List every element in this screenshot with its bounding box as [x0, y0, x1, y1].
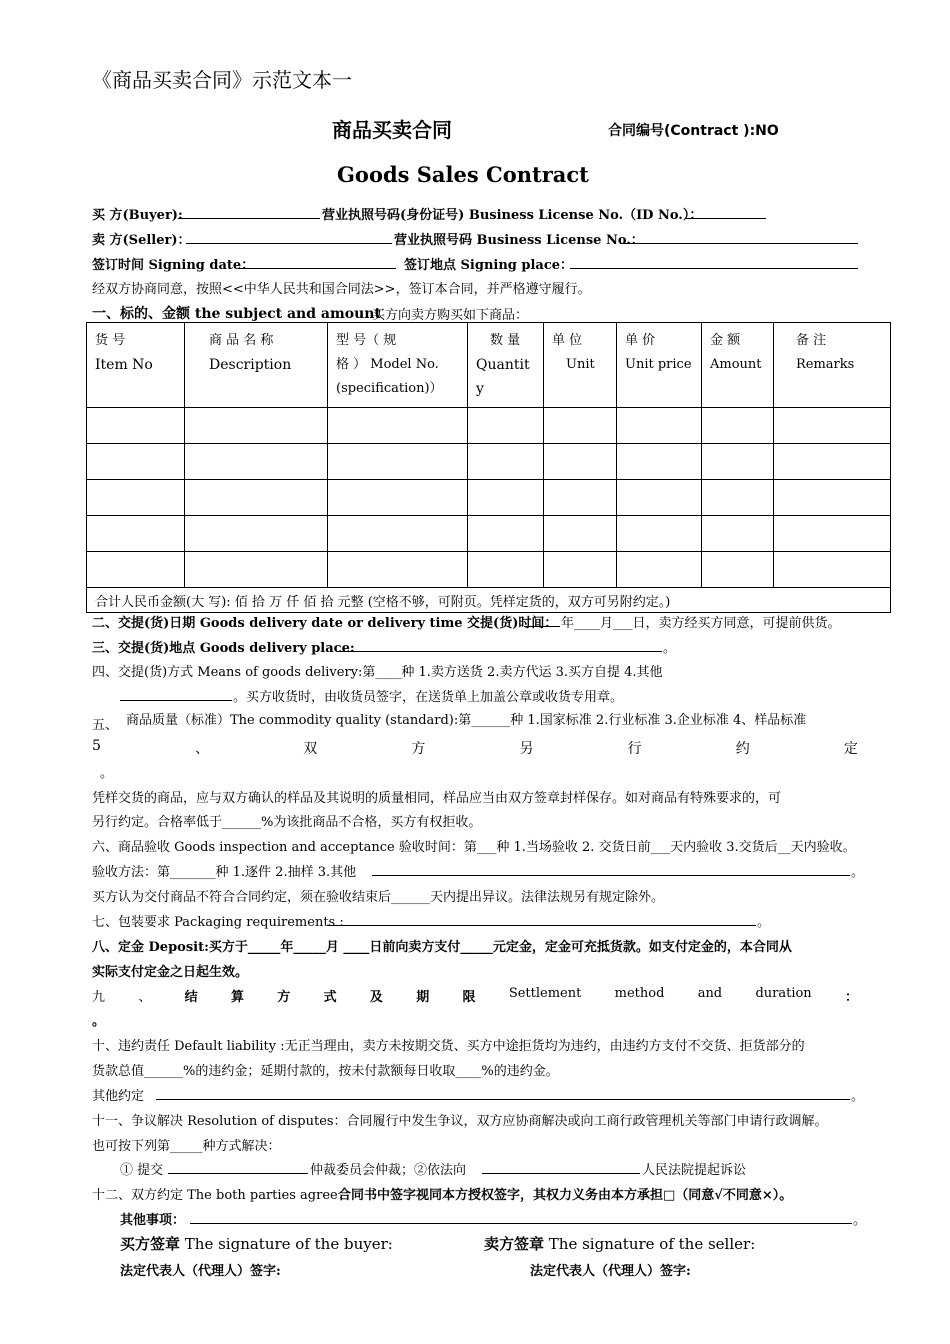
header-remarks: 备 注 Remarks: [774, 323, 891, 408]
header-amount: 金 额 Amount: [702, 323, 774, 408]
section-5-label: 商品质量（标准）The commodity quality (standard):第______种 1.国家标准 2.行业标准 3.企业标准 4、样品标准: [126, 713, 807, 728]
header-unit: 单 位 Unit: [544, 323, 617, 408]
table-row: [87, 444, 891, 480]
section-9-spread: 九 、 结 算 方 式 及 期 限 Settlement method and duration ：: [92, 986, 858, 1005]
section-11-label: 十一、争议解决 Resolution of disputes：合同履行中发生争议，双方应协商解决或向工商行政管理机关等部门申请行政调解。: [92, 1114, 828, 1129]
table-total-row: [87, 588, 891, 613]
section-1-note: 买方向卖方购买如下商品：: [372, 308, 529, 323]
other-matters-label: 其他事项：: [120, 1213, 186, 1228]
table-row: [87, 516, 891, 552]
seller-name-field[interactable]: [186, 231, 392, 244]
table-row: [87, 552, 891, 588]
section-4-label: 四、交提(货)方式 Means of goods delivery:第____种 1.卖方送货 2.卖方代运 3.买方自提 4.其他: [92, 665, 663, 680]
seller-signature-label[interactable]: 卖方签章 The signature of the seller:: [484, 1235, 756, 1253]
buyer-signature-label[interactable]: 买方签章 The signature of the buyer:: [120, 1235, 393, 1253]
section-5-number: 五、: [92, 718, 119, 733]
packaging-field[interactable]: [328, 913, 756, 926]
section-10-penalty: 货款总值______%的违约金；延期付款的，按未付款额每日收取____%的违约金。: [92, 1064, 559, 1079]
header-description: 商 品 名 称 Description: [185, 323, 328, 408]
court-field[interactable]: [482, 1161, 640, 1174]
section-6-label: 六、商品验收 Goods inspection and acceptance 验收时间：第___种 1.当场验收 2. 交货日前___天内验收 3.交货后__天内验收。: [92, 840, 856, 855]
table-header-row: [87, 323, 891, 408]
section-8-label: 八、定金 Deposit:买方于_____年_____月 ____日前向卖方支付_____元定金，定金可充抵货款。如支付定金的，本合同从: [92, 940, 792, 955]
delivery-other-field[interactable]: [120, 688, 232, 701]
document-title: 《商品买卖合同》示范文本一: [92, 68, 352, 92]
delivery-place-field[interactable]: [338, 639, 662, 652]
section-6-objection: 买方认为交付商品不符合合同约定，须在验收结束后______天内提出异议。法律法规另有规定除外。: [92, 890, 665, 905]
contract-intro: 经双方协商同意，按照<<中华人民共和国合同法>>，签订本合同，并严格遵守履行。: [92, 282, 591, 297]
contract-number: 合同编号(Contract ):NO: [608, 123, 779, 139]
section-10-label: 十、违约责任 Default liability :无正当理由，卖方未按期交货、买方中途拒货均为违约，由违约方支付不交货、拒货部分的: [92, 1039, 805, 1054]
buyer-label: 买 方(Buyer):: [92, 208, 183, 223]
section-7-label: 七、包装要求 Packaging requirements :: [92, 915, 344, 930]
table-row: [87, 408, 891, 444]
section-2-tail: 年____月___日，卖方经买方同意，可提前供货。: [561, 616, 841, 631]
section-6-method: 验收方法：第_______种 1.逐件 2.抽样 3.其他: [92, 865, 357, 880]
section-5-dot: 。: [100, 766, 114, 781]
section-5-spread: 5 、 双 方 另 行 约 定: [92, 738, 858, 757]
header-model: 型 号（ 规 格 ） Model No. (specification)）: [328, 323, 468, 408]
section-11-method: 也可按下列第_____种方式解决：: [92, 1139, 281, 1154]
section-11-court-tail: 人民法院提起诉讼: [642, 1163, 747, 1178]
delivery-year-field[interactable]: [524, 614, 560, 627]
signing-place-label: 签订地点 Signing place：: [404, 258, 574, 273]
seller-license-label: 营业执照号码 Business License No.：: [394, 233, 644, 248]
contract-title-en: Goods Sales Contract: [337, 162, 589, 187]
section-9-dot: 。: [92, 1014, 106, 1029]
contract-title-cn: 商品买卖合同: [332, 118, 452, 142]
section-5-pass-rate: 另行约定。合格率低于______%为该批商品不合格，买方有权拒收。: [92, 815, 482, 830]
section-2-label: 二、交提(货)日期 Goods delivery date or delivery time 交提(货)时间：: [92, 616, 558, 631]
section-12-text: 合同书中签字视同本方授权签字，其权力义务由本方承担□（同意√不同意×）。: [338, 1188, 793, 1203]
section-4-note: 。买方收货时，由收货员签字，在送货单上加盖公章或收货专用章。: [233, 690, 624, 705]
seller-label: 卖 方(Seller)：: [92, 233, 191, 248]
other-matters-field[interactable]: [190, 1211, 852, 1224]
seller-license-field[interactable]: [620, 231, 858, 244]
header-quantity: 数 量 Quantit y: [468, 323, 544, 408]
table-row: [87, 480, 891, 516]
section-5-sample: 凭样交货的商品，应与双方确认的样品及其说明的质量相同，样品应当由双方签章封样保存。如对商品有特殊要求的，可: [92, 791, 782, 806]
section-12-label: 十二、双方约定 The both parties agree：: [92, 1188, 351, 1203]
other-agreement-field[interactable]: [156, 1087, 850, 1100]
signing-date-field[interactable]: [238, 256, 396, 269]
goods-table: [86, 322, 891, 613]
section-11-court-label: 仲裁委员会仲裁；②依法向: [310, 1163, 467, 1178]
section-11-arbitration-label: ① 提交: [120, 1163, 164, 1178]
section-3-end: 。: [663, 641, 677, 656]
header-item-no: 货 号 Item No: [87, 323, 185, 408]
section-8-effective: 实际支付定金之日起生效。: [92, 965, 249, 980]
section-1-heading: 一、标的、金额 the subject and amount: [92, 306, 381, 322]
section-3-label: 三、交提(货)地点 Goods delivery place:: [92, 641, 355, 656]
buyer-representative-label: 法定代表人（代理人）签字:: [120, 1264, 281, 1279]
header-unit-price: 单 价 Unit price: [617, 323, 702, 408]
inspection-other-field[interactable]: [372, 863, 850, 876]
arbitration-committee-field[interactable]: [168, 1161, 308, 1174]
buyer-name-field[interactable]: [178, 206, 320, 219]
buyer-license-label: 营业执照号码(身份证号) Business License No.（ID No.）：: [322, 208, 703, 223]
signing-date-label: 签订时间 Signing date：: [92, 258, 255, 273]
signing-place-field[interactable]: [570, 256, 858, 269]
section-10-other-label: 其他约定: [92, 1089, 145, 1104]
buyer-license-field[interactable]: [686, 206, 766, 219]
seller-representative-label: 法定代表人（代理人）签字:: [530, 1264, 691, 1279]
total-amount-text: 合计人民币金额(大 写): 佰 拾 万 仟 佰 拾 元整 (空格不够，可附页。凭样定货的，双方可另附约定。): [87, 588, 891, 613]
